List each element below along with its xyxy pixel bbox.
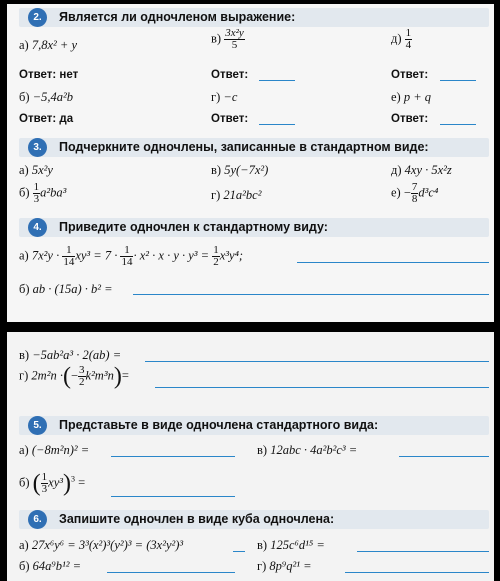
task-3-item-g: г) 21a²bc² xyxy=(211,188,262,202)
task-4-item-v: в) −5ab²a³ · 2(ab) = xyxy=(19,348,122,362)
task-4-item-b: б) ab · (15a) · b² = xyxy=(19,282,113,296)
task-5-item-b: б) ( $\frac{1}{3}$ xy³)$^3$ = xyxy=(19,470,86,497)
task-2-item-v: в) $\frac{\text{3x²y}}{5}$ xyxy=(211,27,244,51)
task-5-item-v: в) 12abc · 4a²b²c³ = xyxy=(257,443,358,457)
worksheet-page-top xyxy=(7,4,494,322)
fraction: $\frac{1}{14}$ xyxy=(121,244,133,268)
task-6-title: Запишите одночлен в виде куба одночлена: xyxy=(59,512,335,526)
task-5-number: 5. xyxy=(28,416,47,435)
task-2-answer-d-label: Ответ: xyxy=(391,69,429,81)
task-2-answer-v-label: Ответ: xyxy=(211,69,249,81)
task-6-item-a: а) 27x⁶y⁶ = 3³(x²)³(y²)³ = (3x²y²)³ xyxy=(19,538,184,552)
task-3-item-d: д) 4xy · 5x²z xyxy=(391,163,452,177)
answer-blank[interactable] xyxy=(111,496,235,497)
task-2-answer-e-label: Ответ: xyxy=(391,113,429,125)
answer-blank[interactable] xyxy=(107,572,235,573)
fraction: $\frac{1}{3}$ xyxy=(41,471,48,495)
task-4-number: 4. xyxy=(28,218,47,237)
fraction: $\frac{3}{2}$ xyxy=(79,364,85,388)
answer-blank[interactable] xyxy=(155,387,489,388)
fraction: $\frac{1}{2}$ xyxy=(213,244,219,268)
task-6-item-g: г) 8p⁹q²¹ = xyxy=(257,559,312,573)
task-3-item-a: а) 5x²y xyxy=(19,163,53,177)
answer-blank[interactable] xyxy=(259,80,295,81)
task-2-answer-b: Ответ: да xyxy=(19,113,74,125)
task-2-title: Является ли одночленом выражение: xyxy=(59,10,296,24)
task-4-item-g: г) 2m²n ·(− $\frac{3}{2}$ k²m³n)= xyxy=(19,363,129,390)
answer-blank[interactable] xyxy=(345,572,489,573)
answer-blank[interactable] xyxy=(440,124,476,125)
answer-blank[interactable] xyxy=(233,551,245,552)
task-2-answer-g-label: Ответ: xyxy=(211,113,249,125)
answer-blank[interactable] xyxy=(357,551,489,552)
answer-blank[interactable] xyxy=(440,80,476,81)
answer-blank[interactable] xyxy=(145,361,489,362)
task-6-item-v: в) 125c⁶d¹⁵ = xyxy=(257,538,325,552)
task-3-number: 3. xyxy=(28,138,47,157)
answer-blank[interactable] xyxy=(111,456,235,457)
task-2-item-a: а) 7,8x² + y xyxy=(19,38,77,52)
task-4-item-a: а) 7x²y · $\frac{1}{14}$ xy³ = 7 · $\frac{1}{14}$ · x² · x · y · y³ = $\frac{1}{2}$ x³y⁴; xyxy=(19,244,244,268)
task-2-item-d: д) $\frac{1}{4}$ xyxy=(391,27,412,51)
answer-blank[interactable] xyxy=(297,262,489,263)
task-6-number: 6. xyxy=(28,510,47,529)
task-3-title: Подчеркните одночлены, записанные в стандартном виде: xyxy=(59,140,429,154)
task-2-item-b: б) −5,4a²b xyxy=(19,90,73,104)
task-5-item-a: а) (−8m²n)² = xyxy=(19,443,90,457)
task-3-item-e: е) − $\frac{7}{8}$ d³c⁴ xyxy=(391,181,439,205)
answer-blank[interactable] xyxy=(399,456,489,457)
task-2-item-g: г) −c xyxy=(211,90,238,104)
task-3-item-b: б) $\frac{1}{3}$ a²ba³ xyxy=(19,181,67,205)
task-5-title: Представьте в виде одночлена стандартного вида: xyxy=(59,418,379,432)
worksheet-page-bottom xyxy=(7,332,494,581)
task-4-title: Приведите одночлен к стандартному виду: xyxy=(59,220,328,234)
task-6-item-b: б) 64a⁹b¹² = xyxy=(19,559,82,573)
task-2-number: 2. xyxy=(28,8,47,27)
answer-blank[interactable] xyxy=(259,124,295,125)
task-3-item-v: в) 5y(−7x²) xyxy=(211,163,269,177)
fraction: $\frac{\text{3x²y}}{5}$ xyxy=(225,27,244,51)
fraction: $\frac{1}{14}$ xyxy=(63,244,75,268)
task-2-item-e: е) p + q xyxy=(391,90,432,104)
fraction: $\frac{1}{4}$ xyxy=(405,27,412,51)
task-2-answer-a: Ответ: нет xyxy=(19,69,79,81)
fraction: $\frac{7}{8}$ xyxy=(411,181,418,205)
answer-blank[interactable] xyxy=(133,294,489,295)
fraction: $\frac{1}{3}$ xyxy=(33,181,40,205)
